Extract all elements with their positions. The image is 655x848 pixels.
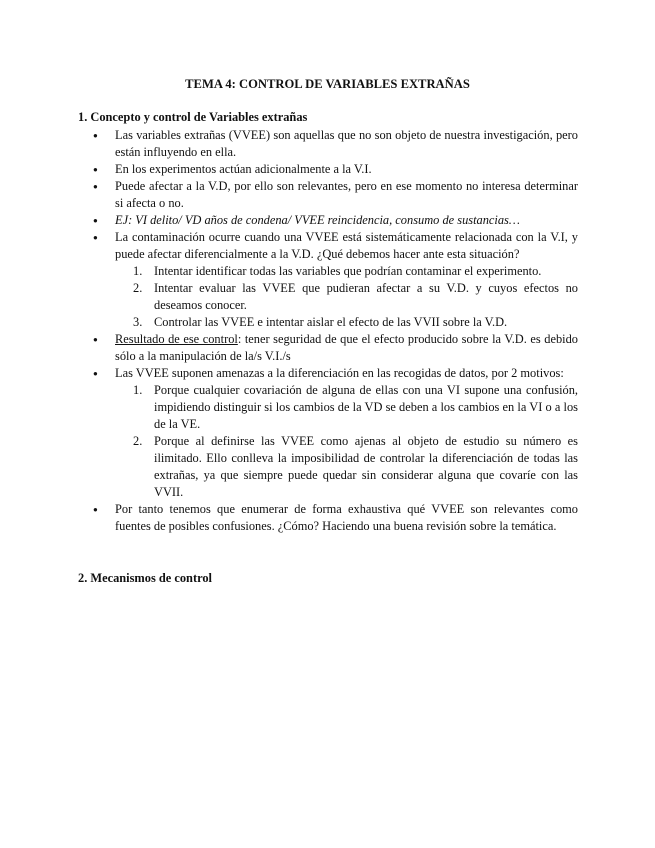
result-label: Resultado de ese control [115,332,238,346]
section-1-content [78,127,578,535]
item-number: 1. [133,264,143,278]
example-item: ● EJ: VI delito/ VD años de condena/ VVEE reincidencia, consumo de sustancias… [78,212,578,229]
list-item [78,365,578,501]
item-text: Controlar las VVEE e intentar aislar el efecto de las VVII sobre la V.D. [154,315,508,329]
contamination-text: La contaminación ocurre cuando una VVEE está sistemáticamente relacionada con la V.I, y puede afectar diferencialmente a la V.D. ¿Qué debemos hacer ante esta situación? [115,230,578,261]
threats-text: Las VVEE suponen amenazas a la diferenciación en las recogidas de datos, por 2 motivos: [115,366,564,380]
section-heading-1: 1. Concepto y control de Variables extrañas [78,110,308,124]
item-text: Porque al definirse las VVEE como ajenas al objeto de estudio su número es ilimitado. Ello conlleva la imposibilidad de controlar la diferenciación de todas las extrañas, ya que siempre puede quedar sin considerar alguna que covaríe con las VVII. [154,434,578,499]
item-number: 2. [133,434,143,448]
list-item [78,331,578,365]
list-item [78,229,578,331]
page-title: TEMA 4: CONTROL DE VARIABLES EXTRAÑAS [185,77,470,91]
numbered-list-1 [115,263,578,331]
section-heading-2: 2. Mecanismos de control [78,571,212,585]
list-item: ● Por tanto tenemos que enumerar de forma exhaustiva qué VVEE son relevantes como fuentes de posibles confusiones. ¿Cómo? Haciendo una buena revisión sobre la temática. [78,501,578,535]
item-number: 2. [133,281,143,295]
bullet-list [78,127,578,535]
numbered-item [115,433,578,501]
item-number: 1. [133,383,143,397]
item-text: Intentar evaluar las VVEE que pudieran afectar a su V.D. y cuyos efectos no deseamos conocer. [154,281,578,312]
numbered-list-2 [115,382,578,501]
item-number: 3. [133,315,143,329]
numbered-item [115,263,578,280]
numbered-item [115,280,578,314]
list-item: ● Puede afectar a la V.D, por ello son relevantes, pero en ese momento no interesa determinar si afecta o no. [78,178,578,212]
item-text: Porque cualquier covariación de alguna de ellas con una VI supone una confusión, impidiendo distinguir si los cambios de la VD se deben a los cambios en la VI o a los de la VE. [154,383,578,431]
item-text: Intentar identificar todas las variables que podrían contaminar el experimento. [154,264,542,278]
numbered-item [115,382,578,433]
result-text: : tener seguridad de que el efecto producido sobre la V.D. es debido sólo a la manipulación de la/s V.I./s [115,332,578,363]
numbered-item [115,314,578,331]
list-item: ● Las variables extrañas (VVEE) son aquellas que no son objeto de nuestra investigación, pero están influyendo en ella. [78,127,578,161]
list-item: ● En los experimentos actúan adicionalmente a la V.I. [78,161,578,178]
